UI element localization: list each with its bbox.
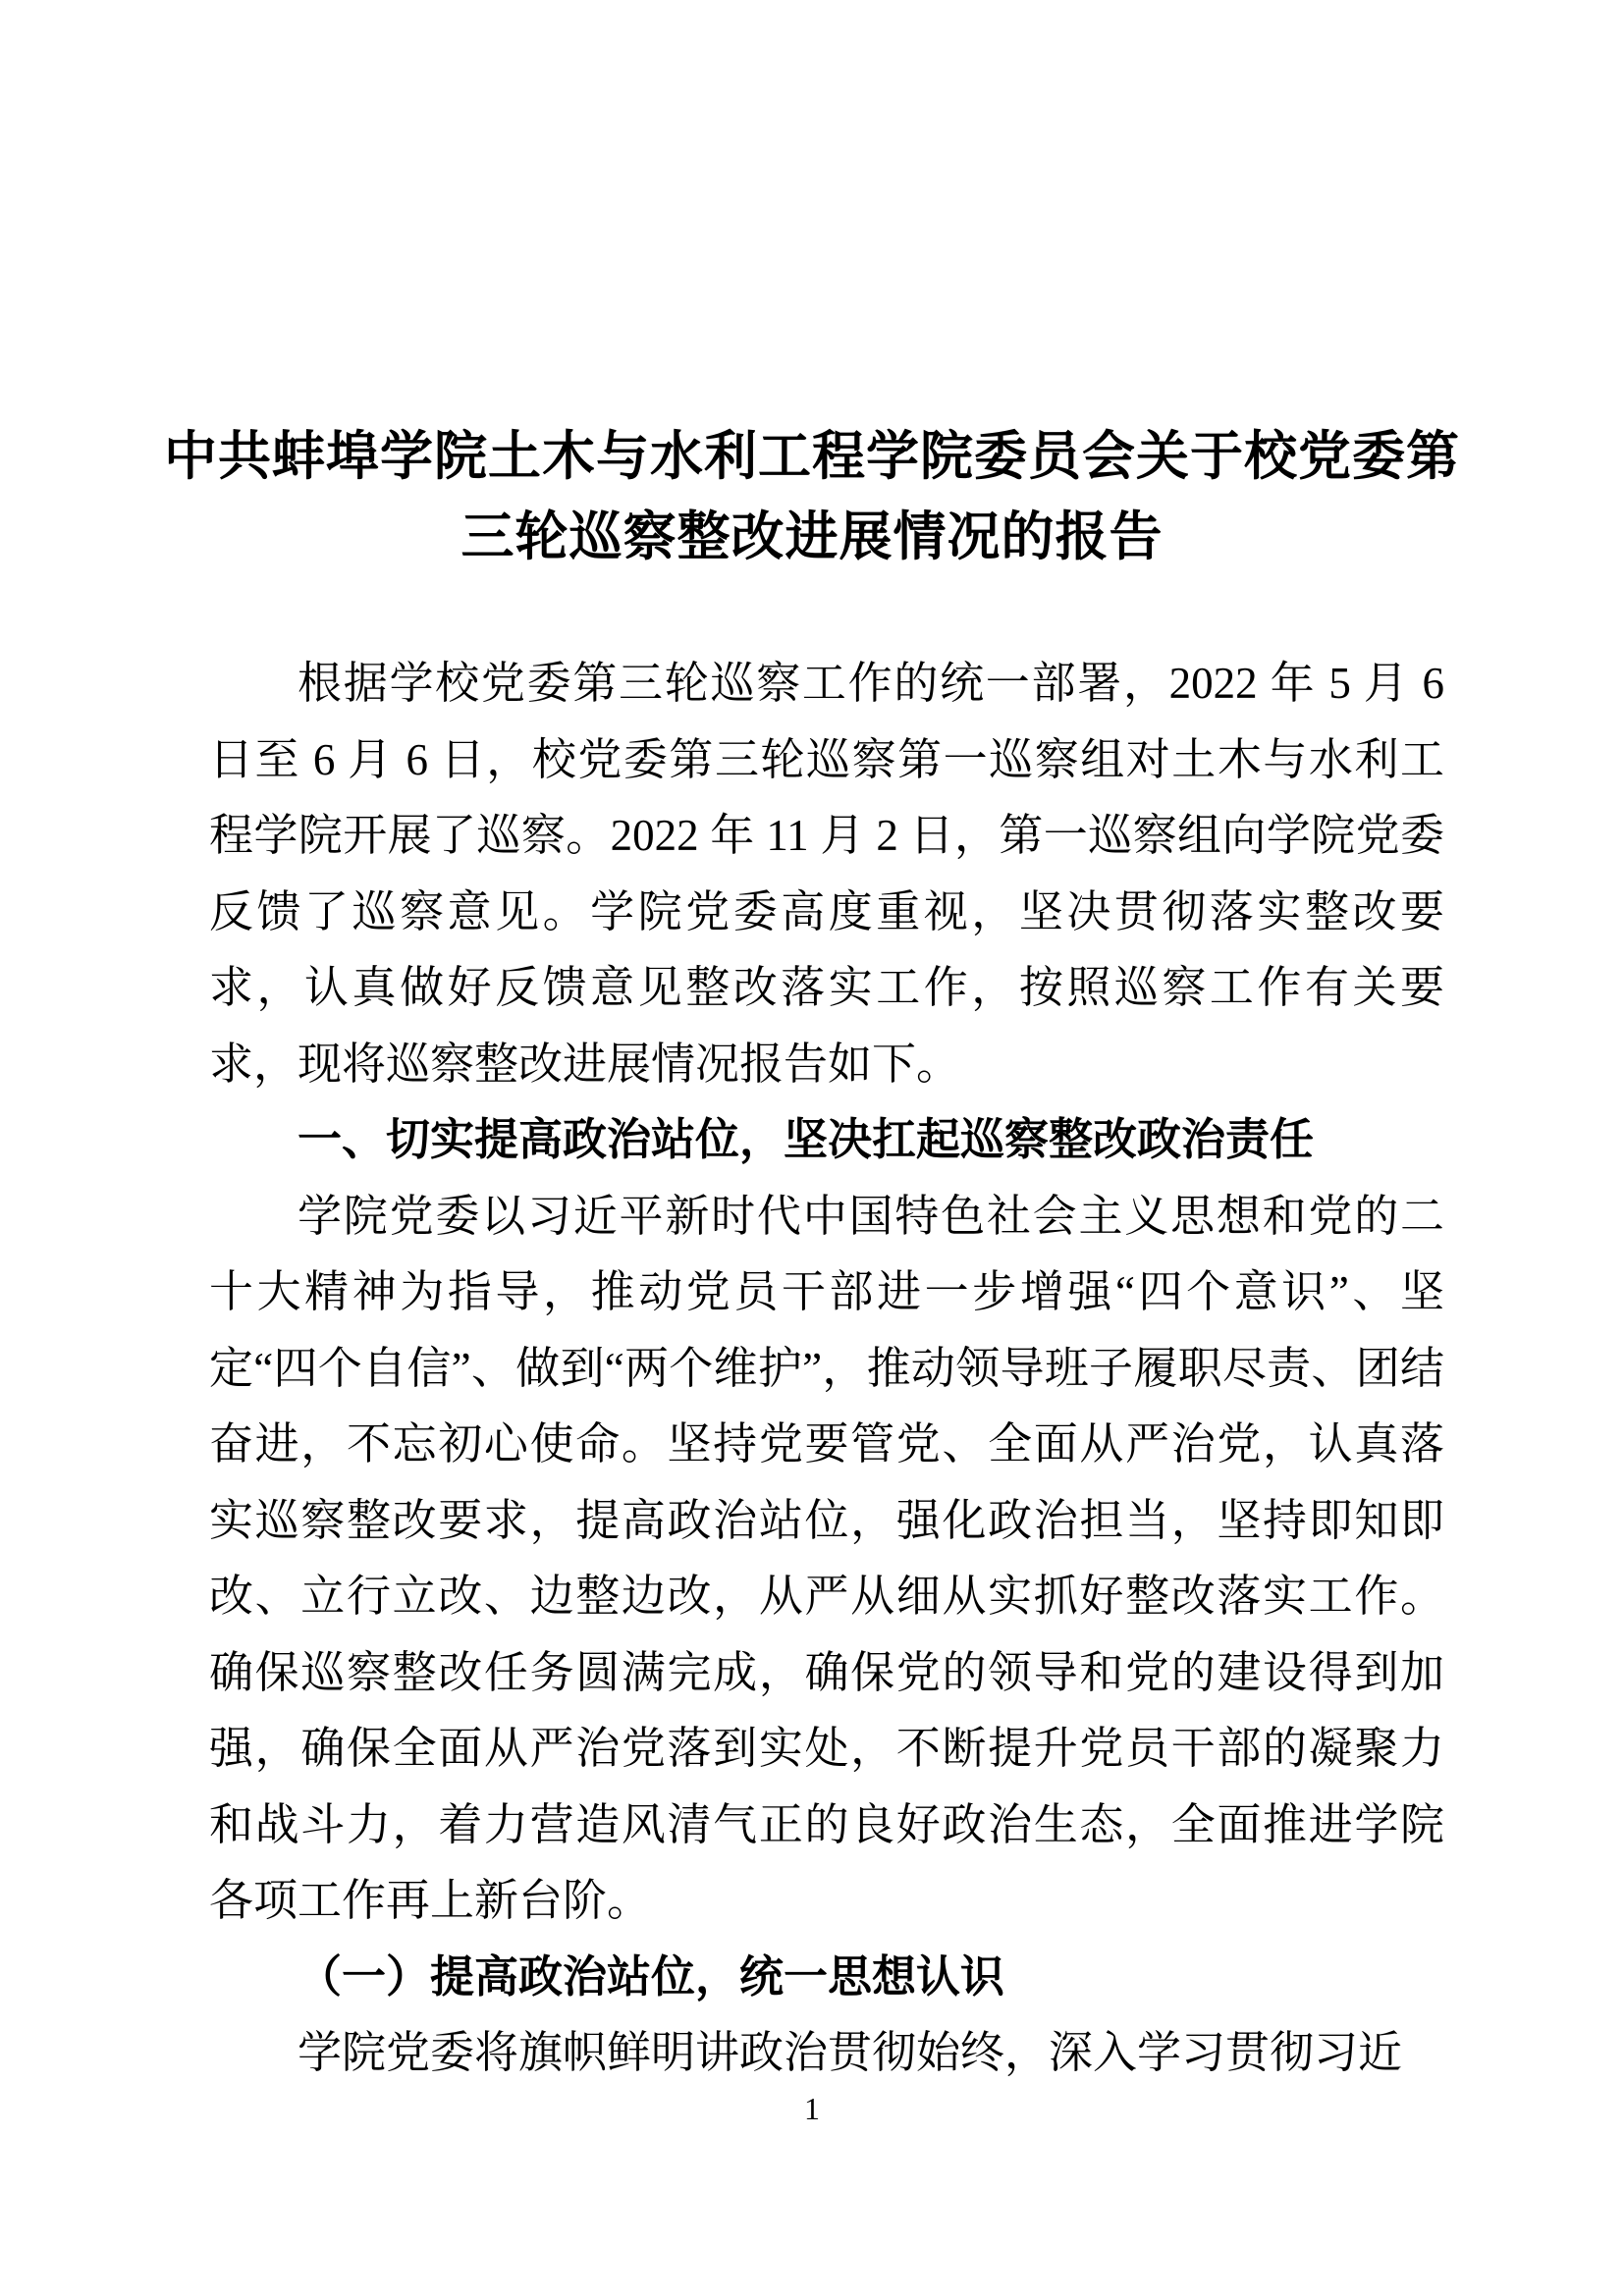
page-number: 1 — [804, 2091, 820, 2126]
subsection-heading-1-1: （一）提高政治站位，统一思想认识 — [298, 1951, 1005, 2002]
paragraph-section-1: 学院党委以习近平新时代中国特色社会主义思想和党的二十大精神为指导，推动党员干部进一步增强“四个意识”、坚定“四个自信”、做到“两个维护”，推动领导班子履职尽责、团结奋进，不忘初心使命。坚持党要管党、全面从严治党，认真落实巡察整改要求，提高政治站位，强化政治担当，坚持即知即改、立行立改、边整边改，从严从细从实抓好整改落实工作。确保巡察整改任务圆满完成，确保党的领导和党的建设得到加强，确保全面从严治党落到实处，不断提升党员干部的凝聚力和战斗力，着力营造风清气正的良好政治生态，全面推进学院各项工作再上新台阶。 — [209, 1191, 1444, 1925]
paragraph-subsection-truncated: 学院党委将旗帜鲜明讲政治贯彻始终，深入学习贯彻习近 — [298, 2028, 1403, 2077]
document-body — [209, 646, 1444, 2092]
section-heading-1: 一、切实提高政治站位，坚决扛起巡察整改政治责任 — [298, 1115, 1315, 1164]
document-title: 中共蚌埠学院土木与水利工程学院委员会关于校党委第三轮巡察整改进展情况的报告 — [164, 427, 1460, 566]
paragraph-intro: 根据学校党委第三轮巡察工作的统一部署，2022 年 5 月 6 日至 6 月 6 日，校党委第三轮巡察第一巡察组对土木与水利工程学院开展了巡察。2022 年 11 月 2 日，第一巡察组向学院党委反馈了巡察意见。学院党委高度重视，坚决贯彻落实整改要求，认真做好反馈意见整改落实工作，按照巡察工作有关要求，现将巡察整改进展情况报告如下。 — [209, 659, 1444, 1089]
